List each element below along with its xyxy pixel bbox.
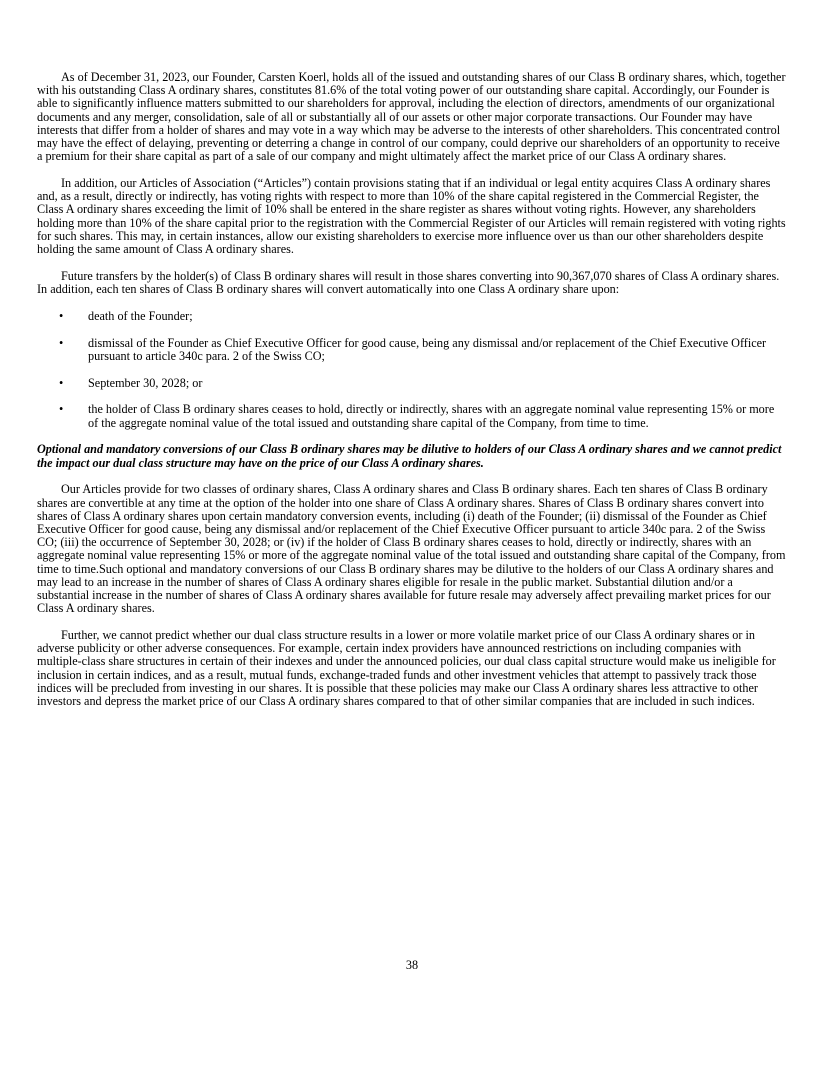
- list-item: [37, 310, 787, 323]
- list-item: [37, 337, 787, 363]
- list-item: [37, 403, 787, 429]
- list-item: [37, 377, 787, 390]
- list-item-text: the holder of Class B ordinary shares ceases to hold, directly or indirectly, shares with an aggregate nominal value representing 15% or more of the aggregate nominal value of the total issued and outstanding share capital of the Company, from time to time.: [88, 402, 775, 430]
- bullet-icon: •: [59, 375, 64, 390]
- document-page: [37, 71, 787, 722]
- paragraph-conversion-dilution: Our Articles provide for two classes of ordinary shares, Class A ordinary shares and Class B ordinary shares. Each ten shares of Class B ordinary shares are convertible at any time at the option of the holder into one share of Class A ordinary shares. Shares of Class B ordinary shares convert into shares of Class A ordinary shares upon certain mandatory conversion events, including (i) death of the Founder; (ii) dismissal of the Founder as Chief Executive Officer for good cause, being any dismissal and/or replacement of the Chief Executive Officer pursuant to article 340c para. 2 of the Swiss CO; (iii) the occurrence of September 30, 2028; or (iv) if the holder of Class B ordinary shares ceases to hold, directly or indirectly, shares with an aggregate nominal value representing 15% or more of the aggregate nominal value of the total issued and outstanding share capital of the Company, from time to time.Such optional and mandatory conversions of our Class B ordinary shares may be dilutive to the holders of our Class A ordinary shares and may lead to an increase in the number of shares of Class A ordinary shares eligible for resale in the public market. Substantial dilution and/or a substantial increase in the number of shares of Class A ordinary shares available for future resale may adversely affect prevailing market prices for our Class A ordinary shares.: [37, 482, 786, 616]
- conversion-events-list: [37, 310, 787, 430]
- list-item-text: death of the Founder;: [88, 308, 193, 323]
- list-item-text: dismissal of the Founder as Chief Executive Officer for good cause, being any dismissal and/or replacement of the Chief Executive Officer pursuant to article 340c para. 2 of the Swiss CO;: [88, 335, 767, 363]
- paragraph-dual-class-structure: Further, we cannot predict whether our dual class structure results in a lower or more volatile market price of our Class A ordinary shares or in adverse publicity or other adverse consequences. For example, certain index providers have announced restrictions on including companies with multiple-class share structures in certain of their indexes and under the announced policies, our dual class capital structure would make us ineligible for inclusion in certain indices, and as a result, mutual funds, exchange-traded funds and other investment vehicles that attempt to passively track those indices will be precluded from investing in our shares. It is possible that these policies may make our Class A ordinary shares less attractive to other investors and depress the market price of our Class A ordinary shares compared to that of other similar companies that are included in such indices.: [37, 628, 776, 709]
- bullet-icon: •: [59, 308, 64, 323]
- paragraph-class-b-conversion: Future transfers by the holder(s) of Class B ordinary shares will result in those shares converting into 90,367,070 shares of Class A ordinary shares. In addition, each ten shares of Class B ordinary shares will convert automatically into one Class A ordinary share upon:: [37, 268, 780, 297]
- bullet-icon: •: [59, 335, 64, 350]
- paragraph-founder-control: As of December 31, 2023, our Founder, Carsten Koerl, holds all of the issued and outstanding shares of our Class B ordinary shares, which, together with his outstanding Class A ordinary shares, constitutes 81.6% of the total voting power of our outstanding share capital. Accordingly, our Founder is able to significantly influence matters submitted to our shareholders for approval, including the election of directors, amendments of our organizational documents and any merger, consolidation, sale of all or substantially all of our assets or other major corporate transactions. Our Founder may have interests that differ from a holder of shares and may vote in a way which may be adverse to the interests of other shareholders. This concentrated control may have the effect of delaying, preventing or deterring a change in control of our company, could deprive our shareholders of an opportunity to receive a premium for their share capital as part of a sale of our company and might ultimately affect the market price of our Class A ordinary shares.: [37, 70, 786, 164]
- page-number: 38: [405, 958, 419, 972]
- paragraph-articles-voting-limit: In addition, our Articles of Association (“Articles”) contain provisions stating that if an individual or legal entity acquires Class A ordinary shares and, as a result, directly or indirectly, has voting rights with respect to more than 10% of the share capital registered in the Commercial Register, the Class A ordinary shares exceeding the limit of 10% shall be entered in the share register as shares without voting rights. However, any shareholders holding more than 10% of the share capital prior to the registration with the Commercial Register of our Articles will remain registered with voting rights for such shares. This may, in certain instances, allow our existing shareholders to exercise more influence over us than our other shareholders despite holding the same amount of Class A ordinary shares.: [37, 176, 786, 257]
- bullet-icon: •: [59, 402, 64, 417]
- list-item-text: September 30, 2028; or: [88, 375, 203, 390]
- section-heading: Optional and mandatory conversions of our Class B ordinary shares may be dilutive to holders of our Class A ordinary shares and we cannot predict the impact our dual class structure may have on the price of our Class A ordinary shares.: [37, 442, 782, 470]
